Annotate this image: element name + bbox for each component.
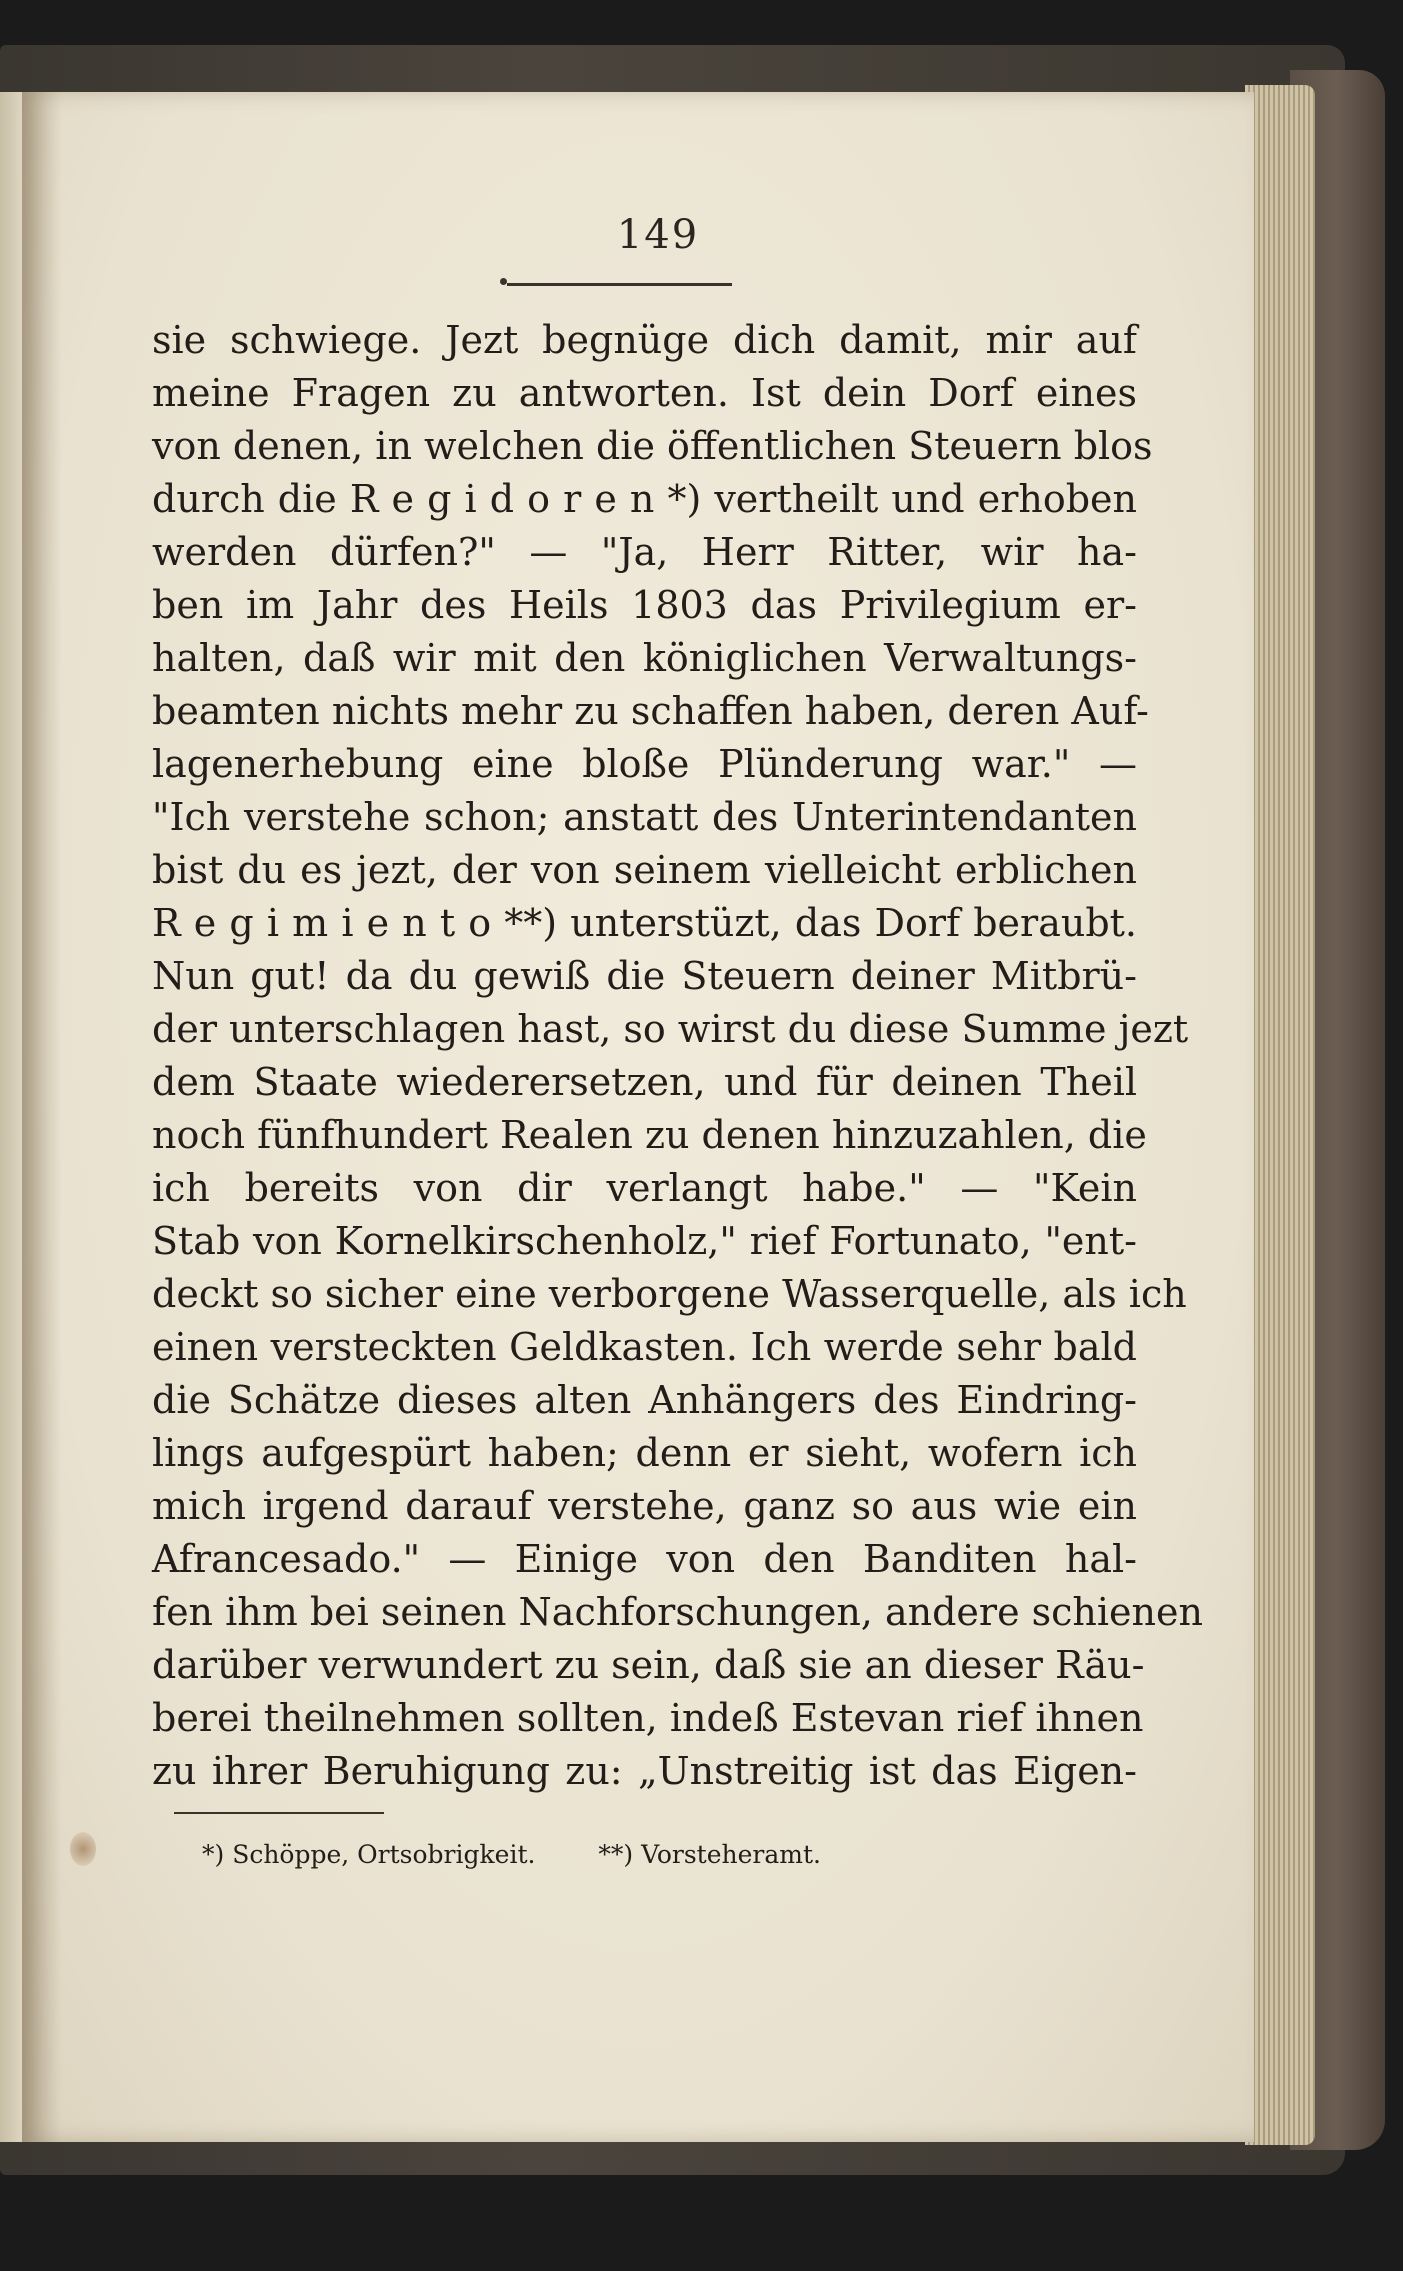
text-line: Nun gut! da du gewiß die Steuern deiner Mitbrü-	[152, 954, 1137, 998]
text-line: "Ich verstehe schon; anstatt des Unterintendanten	[152, 795, 1137, 839]
text-line: ich bereits von dir verlangt habe." — "Kein	[152, 1166, 1137, 1210]
text-line: darüber verwundert zu sein, daß sie an dieser Räu-	[152, 1643, 1145, 1687]
page-number: 149	[616, 212, 700, 258]
text-line: bist du es jezt, der von seinem vielleicht erblichen	[152, 848, 1137, 892]
body-text	[152, 314, 1203, 1798]
text-line: halten, daß wir mit den königlichen Verwaltungs-	[152, 636, 1137, 680]
text-line: Stab von Kornelkirschenholz," rief Fortunato, "ent-	[152, 1219, 1137, 1263]
book-page	[22, 92, 1254, 2142]
text-line: R e g i m i e n t o **) unterstüzt, das Dorf beraubt.	[152, 901, 1137, 945]
text-line: meine Fragen zu antworten. Ist dein Dorf eines	[152, 371, 1137, 415]
text-line: sie schwiege. Jezt begnüge dich damit, mir auf	[152, 318, 1137, 362]
footnote-rule	[174, 1812, 384, 1814]
text-line: dem Staate wiederersetzen, und für deinen Theil	[152, 1060, 1137, 1104]
text-line: einen versteckten Geldkasten. Ich werde sehr bald	[152, 1325, 1137, 1369]
text-line: lings aufgespürt haben; denn er sieht, wofern ich	[152, 1431, 1137, 1475]
text-line: deckt so sicher eine verborgene Wasserquelle, als ich	[152, 1272, 1187, 1316]
paper-stain	[70, 1832, 96, 1866]
footnote-1: *) Schöppe, Ortsobrigkeit.	[202, 1840, 536, 1869]
text-line: lagenerhebung eine bloße Plünderung war." —	[152, 742, 1137, 786]
text-line: der unterschlagen hast, so wirst du diese Summe jezt	[152, 1007, 1189, 1051]
gutter-shadow	[22, 92, 62, 2142]
text-line: durch die R e g i d o r e n *) vertheilt und erhoben	[152, 477, 1137, 521]
header-dot	[500, 278, 507, 285]
text-line: werden dürfen?" — "Ja, Herr Ritter, wir ha-	[152, 530, 1137, 574]
text-line: von denen, in welchen die öffentlichen Steuern blos	[152, 424, 1153, 468]
text-line: die Schätze dieses alten Anhängers des Eindring-	[152, 1378, 1137, 1422]
text-line: berei theilnehmen sollten, indeß Estevan rief ihnen	[152, 1696, 1144, 1740]
text-line: fen ihm bei seinen Nachforschungen, andere schienen	[152, 1590, 1203, 1634]
text-line: zu ihrer Beruhigung zu: „Unstreitig ist das Eigen-	[152, 1749, 1137, 1793]
text-line: Afrancesado." — Einige von den Banditen hal-	[152, 1537, 1137, 1581]
header-rule	[507, 283, 732, 286]
text-line: mich irgend darauf verstehe, ganz so aus wie ein	[152, 1484, 1137, 1528]
text-line: beamten nichts mehr zu schaffen haben, deren Auf-	[152, 689, 1149, 733]
text-line: noch fünfhundert Realen zu denen hinzuzahlen, die	[152, 1113, 1147, 1157]
page-edges	[1245, 85, 1315, 2145]
text-line: ben im Jahr des Heils 1803 das Privilegium er-	[152, 583, 1137, 627]
footnote-2: **) Vorsteheramt.	[598, 1840, 821, 1869]
footnotes	[202, 1840, 1002, 1869]
